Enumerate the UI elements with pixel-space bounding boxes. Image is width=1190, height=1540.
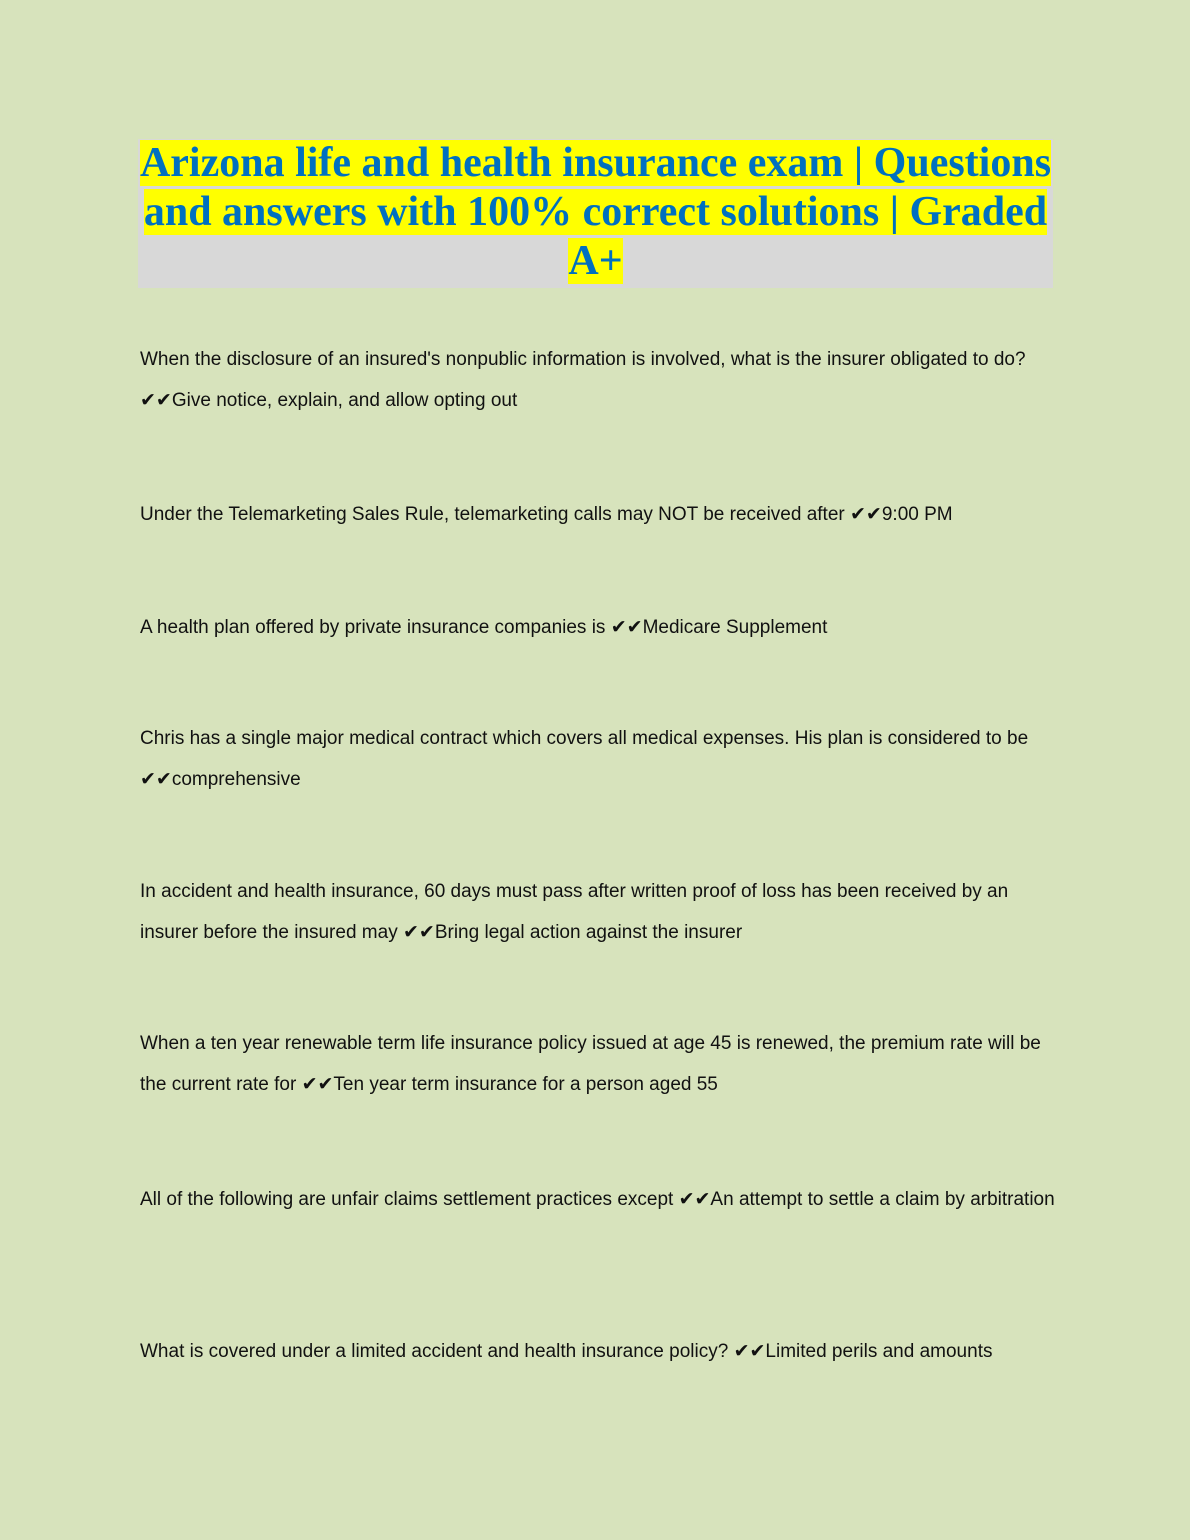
- answer-text: Limited perils and amounts: [765, 1341, 993, 1362]
- qa-item-2: [140, 494, 1055, 535]
- check-marks-icon: ✔✔: [301, 1073, 334, 1095]
- check-marks-icon: ✔✔: [678, 1188, 711, 1210]
- check-marks-icon: ✔✔: [850, 503, 882, 525]
- check-marks-icon: ✔✔: [140, 768, 172, 790]
- check-marks-icon: ✔✔: [402, 921, 435, 943]
- qa-item-1: [140, 339, 1055, 421]
- qa-item-6: [140, 1023, 1055, 1105]
- check-marks-icon: ✔✔: [140, 389, 172, 411]
- qa-item-3: [140, 607, 1055, 648]
- question-text: A health plan offered by private insurance companies is: [140, 617, 611, 638]
- answer-text: Bring legal action against the insurer: [434, 922, 743, 943]
- answer-text: 9:00 PM: [881, 504, 953, 525]
- qa-item-5: [140, 871, 1055, 953]
- question-text: When the disclosure of an insured's nonpublic information is involved, what is the insurer obligated to do?: [140, 349, 1026, 370]
- qa-item-8: [140, 1331, 1055, 1372]
- answer-text: Ten year term insurance for a person aged 55: [333, 1074, 718, 1095]
- document-title: [138, 139, 1053, 286]
- question-text: What is covered under a limited accident and health insurance policy?: [140, 1341, 734, 1362]
- check-marks-icon: ✔✔: [733, 1340, 766, 1362]
- qa-item-7: [140, 1179, 1055, 1220]
- question-text: Chris has a single major medical contract which covers all medical expenses. His plan is considered to be: [140, 728, 1029, 749]
- question-text: In accident and health insurance, 60 days must pass after written proof of loss has been received by an insurer before the insured may: [140, 881, 1009, 943]
- question-text: Under the Telemarketing Sales Rule, telemarketing calls may NOT be received after: [140, 504, 851, 525]
- question-text: All of the following are unfair claims settlement practices except: [140, 1189, 679, 1210]
- check-marks-icon: ✔✔: [610, 616, 643, 638]
- document-title-text: Arizona life and health insurance exam | Questions and answers with 100% correct solutions | Graded A+: [139, 140, 1052, 284]
- answer-text: Give notice, explain, and allow opting out: [171, 390, 518, 411]
- answer-text: Medicare Supplement: [642, 617, 828, 638]
- qa-item-4: [140, 718, 1055, 800]
- question-text: When a ten year renewable term life insurance policy issued at age 45 is renewed, the premium rate will be the current rate for: [140, 1033, 1041, 1095]
- answer-text: comprehensive: [171, 769, 301, 790]
- answer-text: An attempt to settle a claim by arbitration: [710, 1189, 1055, 1210]
